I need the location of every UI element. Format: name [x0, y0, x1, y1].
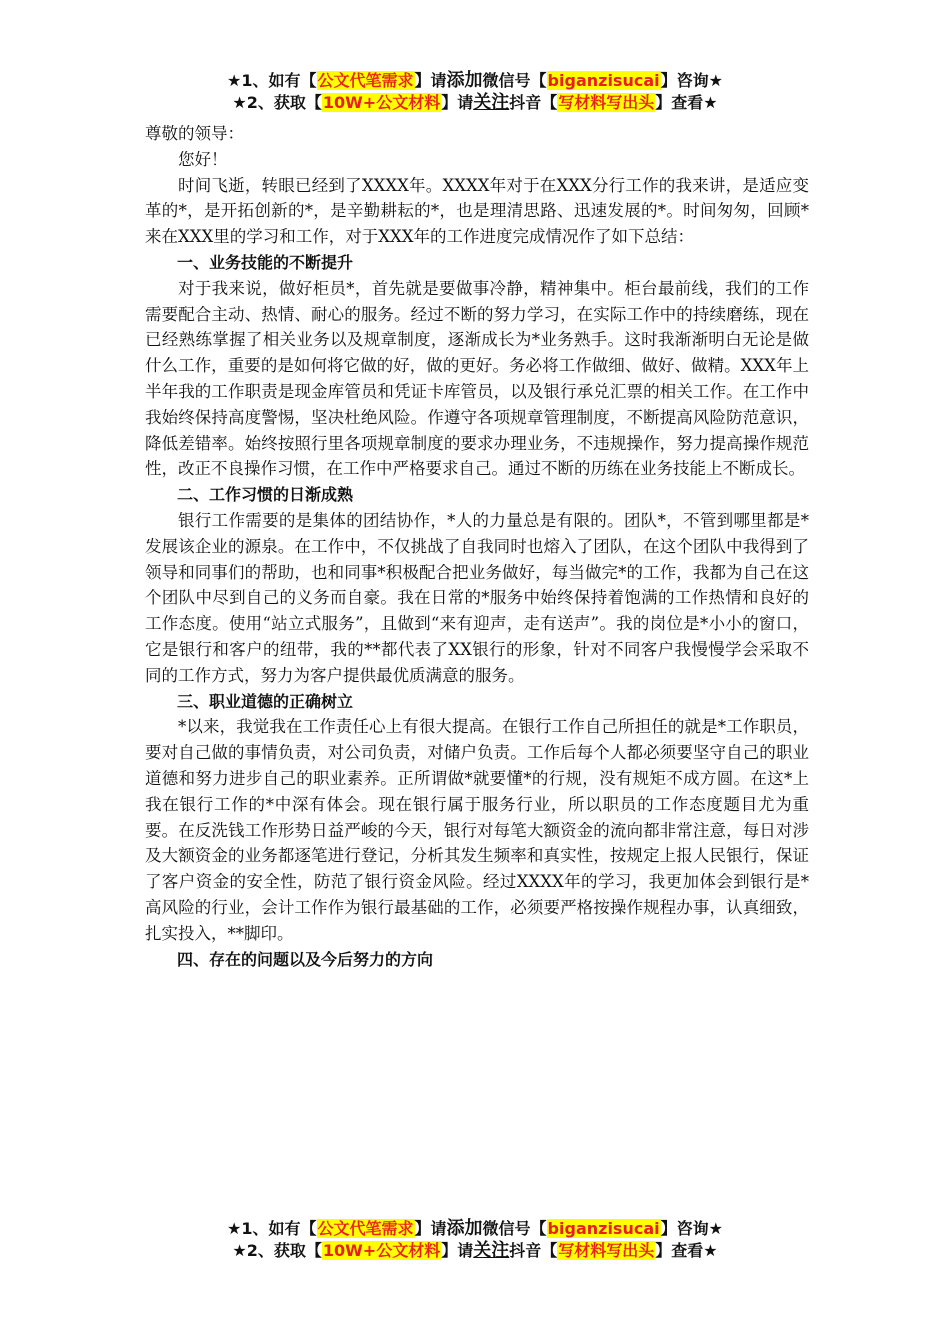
banner-text: ★2、获取【	[232, 93, 322, 112]
banner-highlight: 写材料写出头	[558, 93, 655, 112]
banner-line-2	[0, 92, 950, 114]
banner-highlight: 写材料写出头	[558, 1241, 655, 1260]
greeting: 您好！	[178, 149, 228, 169]
banner-emphasis: 关注	[473, 1240, 510, 1261]
salutation: 尊敬的领导：	[145, 124, 244, 143]
banner-text: 】请	[414, 1219, 447, 1238]
banner-highlight: 10W+公文材料	[322, 93, 441, 112]
section-heading-4: 四、存在的问题以及今后努力的方向	[177, 949, 434, 969]
banner-text: 微信号【	[482, 71, 547, 90]
banner-highlight: 公文代笔需求	[317, 1219, 414, 1238]
banner-text: 】查看★	[655, 1241, 718, 1260]
banner-text: ★2、获取【	[232, 1241, 322, 1260]
intro-paragraph: 时间飞逝，转眼已经到了XXXX年。XXXX年对于在XXX分行工作的我来讲，是适应变革的*，是开拓创新的*，是辛勤耕耘的*，也是理清思路、迅速发展的*。时间匆匆，回顾*来在XXX里的学习和工作，对于XXX年的工作进度完成情况作了如下总结：	[145, 175, 809, 247]
section-heading-1: 一、业务技能的不断提升	[177, 252, 354, 272]
section-paragraph-1: 对于我来说，做好柜员*，首先就是要做事冷静，精神集中。柜台最前线，我们的工作需要配合主动、热情、耐心的服务。经过不断的努力学习，在实际工作中的持续磨练，现在已经熟练掌握了相关业务以及规章制度，逐渐成长为*业务熟手。这时我渐渐明白无论是做什么工作，重要的是如何将它做的好，做的更好。务必将工作做细、做好、做精。XXX年上半年我的工作职责是现金库管员和凭证卡库管员，以及银行承兑汇票的相关工作。在工作中我始终保持高度警惕，坚决杜绝风险。作遵守各项规章管理制度，不断提高风险防范意识，降低差错率。始终按照行里各项规章制度的要求办理业务，不违规操作，努力提高操作规范性，改正不良操作习惯，在工作中严格要求自己。通过不断的历练在业务技能上不断成长。	[145, 278, 809, 479]
banner-text: 】咨询★	[660, 71, 723, 90]
footer-banner	[0, 1218, 950, 1262]
banner-text: 】查看★	[655, 93, 718, 112]
header-banner	[0, 70, 950, 114]
banner-text: ★1、如有【	[227, 71, 317, 90]
banner-text: 抖音【	[509, 1241, 558, 1260]
banner-text: 抖音【	[509, 93, 558, 112]
section-heading-2: 二、工作习惯的日渐成熟	[177, 485, 354, 505]
banner-highlight: 公文代笔需求	[317, 71, 414, 90]
banner-text: ★1、如有【	[227, 1219, 317, 1238]
banner-line-2	[0, 1240, 950, 1262]
section-paragraph-2: 银行工作需要的是集体的团结协作，*人的力量总是有限的。团队*，不管到哪里都是*发展该企业的源泉。在工作中，不仅挑战了自我同时也熔入了团队，在这个团队中我得到了领导和同事们的帮助，也和同事*积极配合把业务做好，每当做完*的工作，我都为自己在这个团队中尽到自己的义务而自豪。我在日常的*服务中始终保持着饱满的工作热情和良好的工作态度。使用“站立式服务”，且做到“来有迎声，走有送声”。我的岗位是*小小的窗口，它是银行和客户的纽带，我的**都代表了XX银行的形象，针对不同客户我慢慢学会采取不同的工作方式，努力为客户提供最优质满意的服务。	[145, 510, 809, 685]
banner-line-1	[0, 70, 950, 92]
banner-emphasis: 添加	[446, 70, 483, 91]
banner-highlight: biganzisucai	[547, 71, 660, 90]
banner-text: 】请	[441, 93, 474, 112]
banner-emphasis: 添加	[446, 1218, 483, 1239]
banner-highlight: biganzisucai	[547, 1219, 660, 1238]
banner-emphasis: 关注	[473, 92, 510, 113]
banner-text: 微信号【	[482, 1219, 547, 1238]
banner-text: 】咨询★	[660, 1219, 723, 1238]
banner-line-1	[0, 1218, 950, 1240]
banner-text: 】请	[414, 71, 447, 90]
section-paragraph-3: *以来，我觉我在工作责任心上有很大提高。在银行工作自己所担任的就是*工作职员，要对自己做的事情负责，对公司负责，对储户负责。工作后每个人都必须要坚守自己的职业道德和努力进步自己的职业素养。正所谓做*就要懂*的行规，没有规矩不成方圆。在这*上我在银行工作的*中深有体会。现在银行属于服务行业，所以职员的工作态度题目尤为重要。在反洗钱工作形势日益严峻的今天，银行对每笔大额资金的流向都非常注意，每日对涉及大额资金的业务都逐笔进行登记，分析其发生频率和真实性，按规定上报人民银行，保证了客户资金的安全性，防范了银行资金风险。经过XXXX年的学习，我更加体会到银行是*高风险的行业，会计工作作为银行最基础的工作，必须要严格按操作规程办事，认真细致，扎实投入，**脚印。	[145, 717, 809, 943]
banner-highlight: 10W+公文材料	[322, 1241, 441, 1260]
banner-text: 】请	[441, 1241, 474, 1260]
section-heading-3: 三、职业道德的正确树立	[177, 691, 354, 711]
document-body	[145, 121, 809, 972]
